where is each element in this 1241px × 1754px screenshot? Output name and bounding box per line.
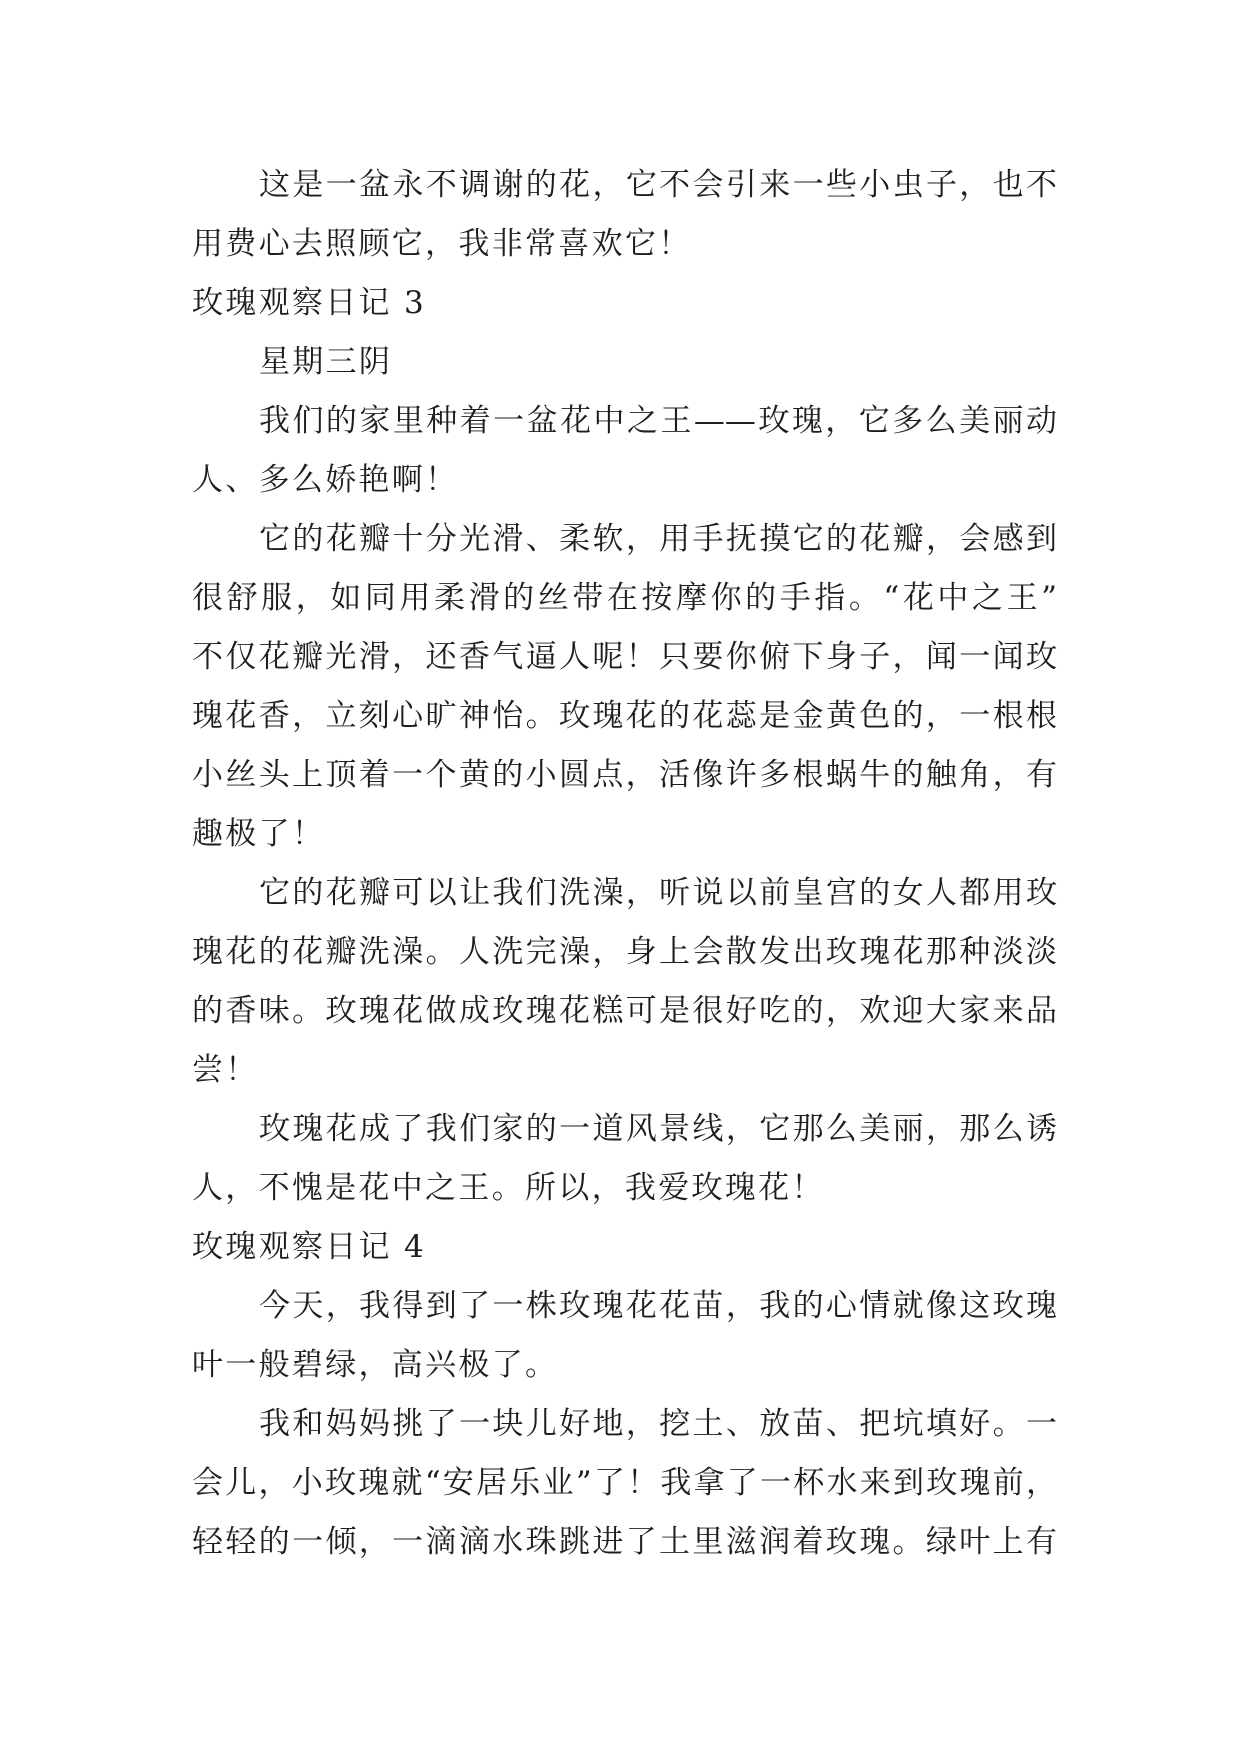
paragraph-line: 它的花瓣可以让我们洗澡，听说以前皇宫的女人都用玫 (259, 875, 1057, 911)
paragraph-line: 今天，我得到了一株玫瑰花花苗，我的心情就像这玫瑰 (259, 1288, 1057, 1324)
paragraph-line: 我和妈妈挑了一块儿好地，挖土、放苗、把坑填好。一 (259, 1406, 1057, 1442)
paragraph-line: 我们的家里种着一盆花中之王——玫瑰，它多么美丽动 (259, 403, 1057, 439)
paragraph (192, 1277, 1057, 1395)
paragraph-line: 小丝头上顶着一个黄的小圆点，活像许多根蜗牛的触角，有 (192, 757, 1057, 793)
paragraph (192, 1100, 1057, 1218)
paragraph-line: 人，不愧是花中之王。所以，我爱玫瑰花！ (192, 1170, 825, 1206)
paragraph-line: 瑰花的花瓣洗澡。人洗完澡，身上会散发出玫瑰花那种淡淡 (192, 934, 1057, 970)
paragraph (192, 864, 1057, 1100)
paragraph (192, 510, 1057, 864)
continued-entry (192, 156, 1057, 274)
paragraph (192, 1395, 1057, 1572)
paragraph-line: 瑰花香，立刻心旷神怡。玫瑰花的花蕊是金黄色的，一根根 (192, 698, 1057, 734)
paragraph-line: 叶一般碧绿，高兴极了。 (192, 1347, 559, 1383)
document-page (192, 156, 1057, 1572)
paragraph-line: 会儿，小玫瑰就“安居乐业”了！我拿了一杯水来到玫瑰前， (192, 1465, 1057, 1501)
diary-entry-3 (192, 274, 1057, 1218)
paragraph (192, 392, 1057, 510)
paragraph-line: 趣极了！ (192, 816, 326, 852)
paragraph-line: 的香味。玫瑰花做成玫瑰花糕可是很好吃的，欢迎大家来品 (192, 993, 1057, 1029)
paragraph-line: 这是一盆永不调谢的花，它不会引来一些小虫子，也不 (259, 167, 1057, 203)
entry-date-weather: 星期三阴 (259, 344, 393, 380)
paragraph-line: 轻轻的一倾，一滴滴水珠跳进了土里滋润着玫瑰。绿叶上有 (192, 1524, 1057, 1560)
paragraph-line: 玫瑰花成了我们家的一道风景线，它那么美丽，那么诱 (259, 1111, 1057, 1147)
entry-title: 玫瑰观察日记 4 (192, 1229, 426, 1265)
entry-title: 玫瑰观察日记 3 (192, 285, 426, 321)
paragraph (192, 156, 1057, 274)
paragraph-line: 很舒服，如同用柔滑的丝带在按摩你的手指。“花中之王” (192, 580, 1057, 616)
diary-entry-4 (192, 1218, 1057, 1572)
paragraph-line: 人、多么娇艳啊！ (192, 462, 459, 498)
paragraph-line: 它的花瓣十分光滑、柔软，用手抚摸它的花瓣，会感到 (259, 521, 1057, 557)
paragraph-line: 不仅花瓣光滑，还香气逼人呢！只要你俯下身子，闻一闻玫 (192, 639, 1057, 675)
paragraph-line: 用费心去照顾它，我非常喜欢它！ (192, 226, 692, 262)
paragraph-line: 尝！ (192, 1052, 259, 1088)
